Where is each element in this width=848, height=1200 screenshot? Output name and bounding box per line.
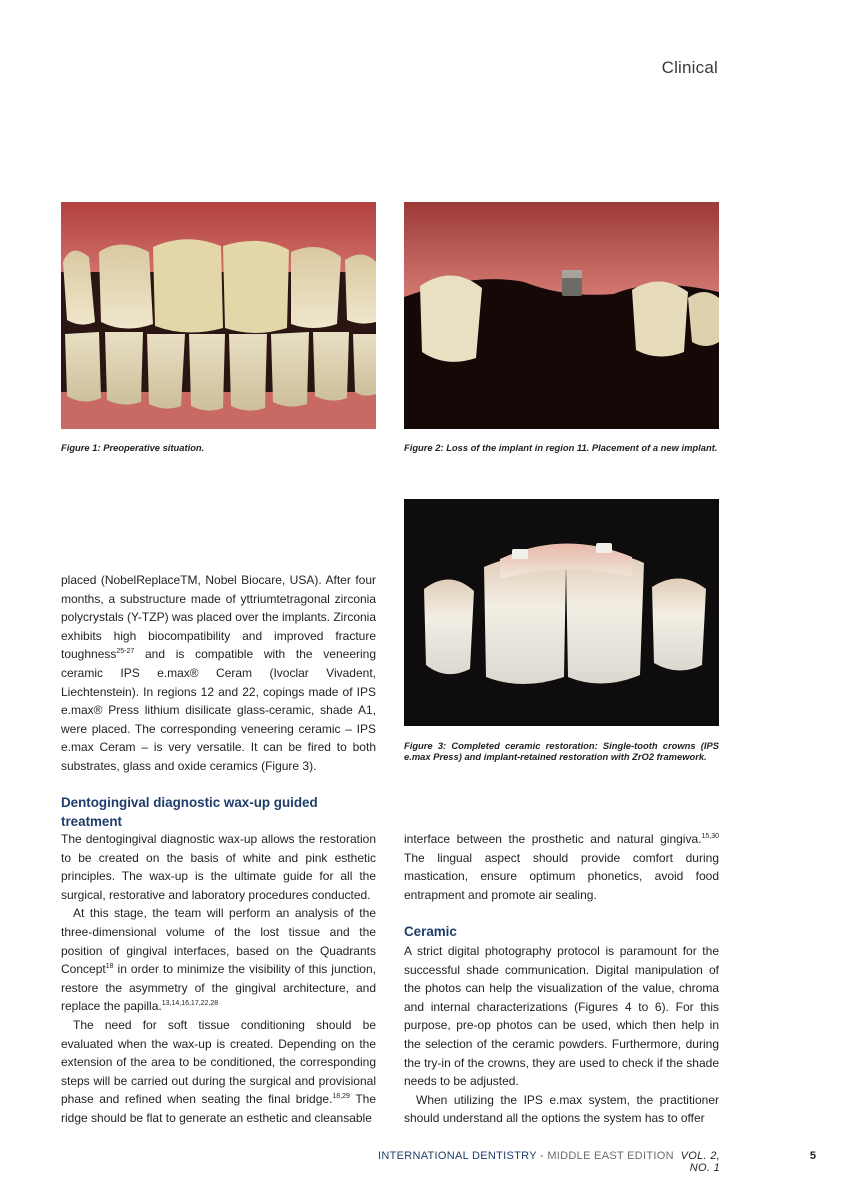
interface-paragraph: interface between the prosthetic and natural gingiva.$^{15,30}$ The lingual aspect should provide comfort during mastication, ensure optimum phonetics, avoid food entrapment and promote air sealing. (404, 832, 719, 902)
implant-region-image (404, 202, 719, 429)
figure-3-photo (404, 499, 719, 726)
section-heading-wax-up: Dentogingival diagnostic wax-up guided treatment (61, 795, 318, 829)
ceramic-paragraph-2: When utilizing the IPS e.max system, the practitioner should understand all the options the system has to offer (404, 1092, 719, 1126)
intro-column (61, 571, 376, 776)
figure-2-photo (404, 202, 719, 429)
volume-number: VOL. 2, NO. 1 (680, 1150, 720, 1174)
figure-3-caption: Figure 3: Completed ceramic restoration: Single-tooth crowns (IPS e.max Press) and implant-retained restoration with ZrO2 framework. (404, 740, 719, 762)
ceramic-restoration-image (404, 499, 719, 726)
page-number: 5 (809, 1150, 816, 1162)
ceramic-column (404, 942, 719, 1128)
intro-paragraph: placed (NobelReplaceTM, Nobel Biocare, USA). After four months, a substructure made of yttriumtetragonal zirconia polycrystals (Y-TZP) was placed over the implants. Zirconia exhibits high biocompatibility and improved fracture toughness$^{25-27}$ and is compatible with the veneering ceramic IPS e.max® Ceram (Ivoclar Vivadent, Liechtenstein). In regions 12 and 22, copings made of IPS e.max® Press lithium disilicate glass-ceramic, shade A1, were placed. The corresponding veneering ceramic – IPS e.max Ceram – is very versatile. It can be fired to both substrates, glass and oxide ceramics (Figure 3). (61, 573, 376, 773)
wax-up-paragraph-3: The need for soft tissue conditioning should be evaluated when the wax-up is created. Depending on the extension of the area to be conditioned, the corresponding steps will be carried out during the surgical and provisional phase and refined when seating the final bridge.$^{18,29}$ The ridge should be flat to generate an esthetic and cleansable (61, 1017, 377, 1125)
figure-1-photo (61, 202, 376, 429)
wax-up-paragraph-2: At this stage, the team will perform an analysis of the three-dimensional volume of the lost tissue and the position of gingival interfaces, based on the Quadrants Concept$^{18}$ in order to minimize the visibility of this junction, restore the asymmetry of the gingival architecture, and replace the papilla.$^{13,14,16,17,22,28}$ (61, 906, 376, 1014)
footer-separator: - (536, 1150, 548, 1162)
right-column-continuation (404, 830, 719, 904)
section-label: Clinical (661, 58, 718, 77)
ceramic-paragraph-1: A strict digital photography protocol is paramount for the successful shade communication. Digital manipulation of the photos can help the visualization of the value, chroma and internal characterizations (Figures 4 to 6). For this purpose, pre-op photos can be used, which then help in the selection of the ceramic powders. Furthermore, during the try-in of the crowns, they are used to check if the shade needs to be adjusted. (404, 944, 719, 1089)
wax-up-paragraph-1: The dentogingival diagnostic wax-up allows the restoration to be created on the basis of white and pink esthetic principles. The wax-up is the ultimate guide for all the surgical, restorative and laboratory procedures conducted. (61, 832, 376, 902)
wax-up-column (61, 830, 376, 1128)
figure-1-caption: Figure 1: Preoperative situation. (61, 442, 205, 453)
section-heading-ceramic: Ceramic (404, 924, 457, 939)
teeth-preoperative-image (61, 202, 376, 429)
figure-2-caption: Figure 2: Loss of the implant in region 11. Placement of a new implant. (404, 442, 718, 453)
edition-name: MIDDLE EAST EDITION (547, 1150, 674, 1162)
publication-name: INTERNATIONAL DENTISTRY (377, 1150, 537, 1162)
footer-publication (360, 1150, 720, 1174)
